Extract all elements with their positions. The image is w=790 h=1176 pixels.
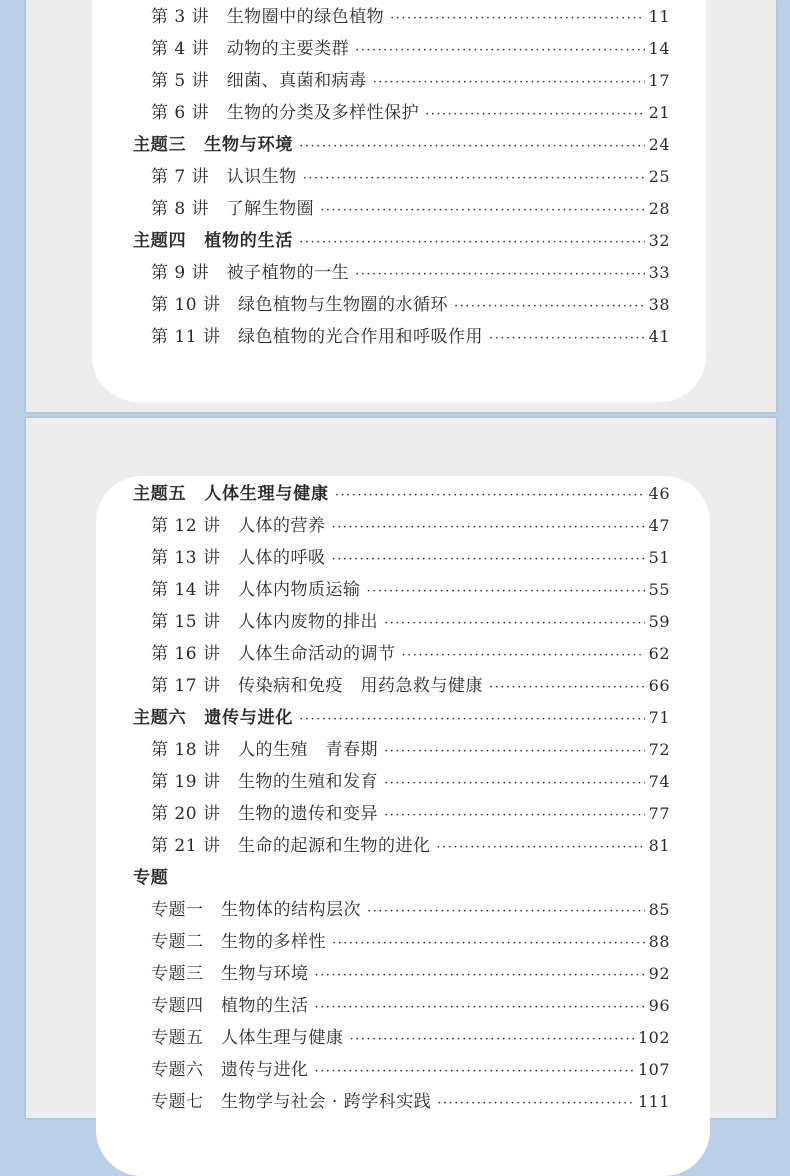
toc-entry-title: 第 19 讲 生物的生殖和发育 [151, 772, 378, 792]
dot-leader [335, 480, 645, 512]
toc-entry-special[interactable] [151, 958, 670, 990]
dot-leader [355, 35, 645, 67]
toc-page-number: 28 [648, 199, 670, 218]
dot-leader [390, 3, 645, 35]
toc-entry-chapter[interactable] [151, 257, 670, 289]
toc-entry-chapter[interactable] [151, 97, 670, 129]
toc-entry-title: 第 5 讲 细菌、真菌和病毒 [151, 71, 367, 91]
toc-entry-title: 第 13 讲 人体的呼吸 [151, 548, 326, 568]
toc-entry-title: 第 18 讲 人的生殖 青春期 [151, 740, 378, 760]
dot-leader [355, 259, 645, 291]
toc-page-number: 33 [648, 263, 670, 282]
toc-entry-title: 专题七 生物学与社会 · 跨学科实践 [151, 1092, 432, 1112]
toc-entry-theme[interactable] [133, 129, 670, 161]
toc-entry-title: 专题二 生物的多样性 [151, 932, 326, 952]
dot-leader [331, 512, 644, 544]
dot-leader [425, 99, 645, 131]
toc-entry-title: 主题五 人体生理与健康 [133, 484, 329, 504]
toc-page-number: 77 [648, 804, 670, 823]
dot-leader [384, 736, 645, 768]
toc-entry-title: 专题一 生物体的结构层次 [151, 900, 361, 920]
dot-leader [315, 960, 645, 992]
toc-entry-chapter[interactable] [151, 321, 670, 353]
dot-leader [299, 131, 644, 163]
toc-entry-chapter[interactable] [151, 734, 670, 766]
toc-entry-title: 第 6 讲 生物的分类及多样性保护 [151, 103, 420, 123]
toc-page-number: 11 [648, 7, 670, 26]
toc-entry-title: 第 4 讲 动物的主要类群 [151, 39, 350, 59]
dot-leader [384, 800, 645, 832]
toc-page-number: 66 [648, 676, 670, 695]
toc-page-number: 17 [648, 71, 670, 90]
toc-entry-title: 第 17 讲 传染病和免疫 用药急救与健康 [151, 676, 483, 696]
toc-entry-title: 专题四 植物的生活 [151, 996, 309, 1016]
toc-page-number: 21 [648, 103, 670, 122]
toc-entry-chapter[interactable] [151, 606, 670, 638]
toc-entry-title: 第 7 讲 认识生物 [151, 167, 297, 187]
dot-leader [331, 544, 644, 576]
toc-entry-chapter[interactable] [151, 33, 670, 65]
toc-page-number: 81 [648, 836, 670, 855]
toc-entry-chapter[interactable] [151, 542, 670, 574]
toc-entry-title: 第 12 讲 人体的营养 [151, 516, 326, 536]
dot-leader [384, 768, 645, 800]
toc-entry-title: 第 16 讲 人体生命活动的调节 [151, 644, 396, 664]
dot-leader [489, 323, 645, 355]
toc-page-number: 41 [648, 327, 670, 346]
toc-entry-special[interactable] [151, 894, 670, 926]
toc-entry-chapter[interactable] [151, 830, 670, 862]
toc-entry-special[interactable] [151, 926, 670, 958]
toc-entry-title: 第 10 讲 绿色植物与生物圈的水循环 [151, 295, 448, 315]
dot-leader [454, 291, 645, 323]
toc-page-number: 71 [648, 708, 670, 727]
dot-leader [367, 896, 645, 928]
toc-entry-title: 第 9 讲 被子植物的一生 [151, 263, 350, 283]
toc-page-number: 107 [637, 1060, 670, 1079]
toc-page-number: 74 [648, 772, 670, 791]
toc-entry-chapter[interactable] [151, 289, 670, 321]
dot-leader [299, 704, 644, 736]
dot-leader [436, 832, 644, 864]
toc-entry-title: 主题四 植物的生活 [133, 231, 294, 251]
dot-leader [350, 1024, 634, 1056]
dot-leader [299, 227, 644, 259]
toc-page-number: 85 [648, 900, 670, 919]
toc-entry-title: 主题六 遗传与进化 [133, 708, 294, 728]
toc-page-number: 59 [648, 612, 670, 631]
toc-entry-title: 专题六 遗传与进化 [151, 1060, 309, 1080]
dot-leader [366, 576, 644, 608]
dot-leader [373, 67, 645, 99]
toc-page-number: 14 [648, 39, 670, 58]
toc-entry-title: 第 3 讲 生物圈中的绿色植物 [151, 7, 385, 27]
toc-entry-title: 第 15 讲 人体内废物的排出 [151, 612, 378, 632]
toc-entry-chapter[interactable] [151, 193, 670, 225]
dot-leader [320, 195, 645, 227]
dot-leader [315, 992, 645, 1024]
toc-entry-title: 专题三 生物与环境 [151, 964, 309, 984]
toc-page-number: 47 [648, 516, 670, 535]
dot-leader [489, 672, 645, 704]
toc-page-number: 46 [648, 484, 670, 503]
toc-page-number: 38 [648, 295, 670, 314]
toc-entry-theme[interactable] [133, 478, 670, 510]
toc-page-number: 62 [648, 644, 670, 663]
toc-page-number: 111 [637, 1092, 670, 1111]
toc-entry-chapter[interactable] [151, 766, 670, 798]
toc-entry-chapter[interactable] [151, 65, 670, 97]
toc-entry-theme[interactable] [133, 225, 670, 257]
toc-entry-special[interactable] [151, 990, 670, 1022]
toc-entry-chapter[interactable] [151, 510, 670, 542]
toc-entry-special[interactable] [151, 1022, 670, 1054]
toc-page-number: 92 [648, 964, 670, 983]
toc-entry-title: 主题三 生物与环境 [133, 135, 294, 155]
toc-page-number: 55 [648, 580, 670, 599]
toc-entry-title: 第 14 讲 人体内物质运输 [151, 580, 361, 600]
section-heading: 专题 [133, 868, 169, 888]
toc-entry-title: 第 20 讲 生物的遗传和变异 [151, 804, 378, 824]
toc-entry-chapter[interactable] [151, 161, 670, 193]
dot-leader [384, 608, 645, 640]
toc-entry-title: 第 8 讲 了解生物圈 [151, 199, 315, 219]
toc-page-number: 24 [648, 135, 670, 154]
toc-page-number: 102 [637, 1028, 670, 1047]
toc-entry-title: 第 21 讲 生命的起源和生物的进化 [151, 836, 431, 856]
toc-entry-chapter[interactable] [151, 1, 670, 33]
toc-entry-title: 专题五 人体生理与健康 [151, 1028, 344, 1048]
toc-entry-chapter[interactable] [151, 670, 670, 702]
dot-leader [303, 163, 645, 195]
toc-entry-chapter[interactable] [151, 798, 670, 830]
toc-entry-title: 第 11 讲 绿色植物的光合作用和呼吸作用 [151, 327, 483, 347]
toc-page-number: 88 [648, 932, 670, 951]
toc-entry-chapter[interactable] [151, 574, 670, 606]
dot-leader [315, 1056, 634, 1088]
toc-page-number: 32 [648, 231, 670, 250]
dot-leader [401, 640, 644, 672]
toc-page-number: 51 [648, 548, 670, 567]
dot-leader [437, 1088, 634, 1120]
toc-entry-special[interactable] [151, 1054, 670, 1086]
toc-entry-special[interactable] [151, 1086, 670, 1118]
toc-page-number: 72 [648, 740, 670, 759]
toc-page-number: 25 [648, 167, 670, 186]
toc-entry-theme[interactable] [133, 702, 670, 734]
toc-entry-chapter[interactable] [151, 638, 670, 670]
dot-leader [332, 928, 645, 960]
toc-page-number: 96 [648, 996, 670, 1015]
